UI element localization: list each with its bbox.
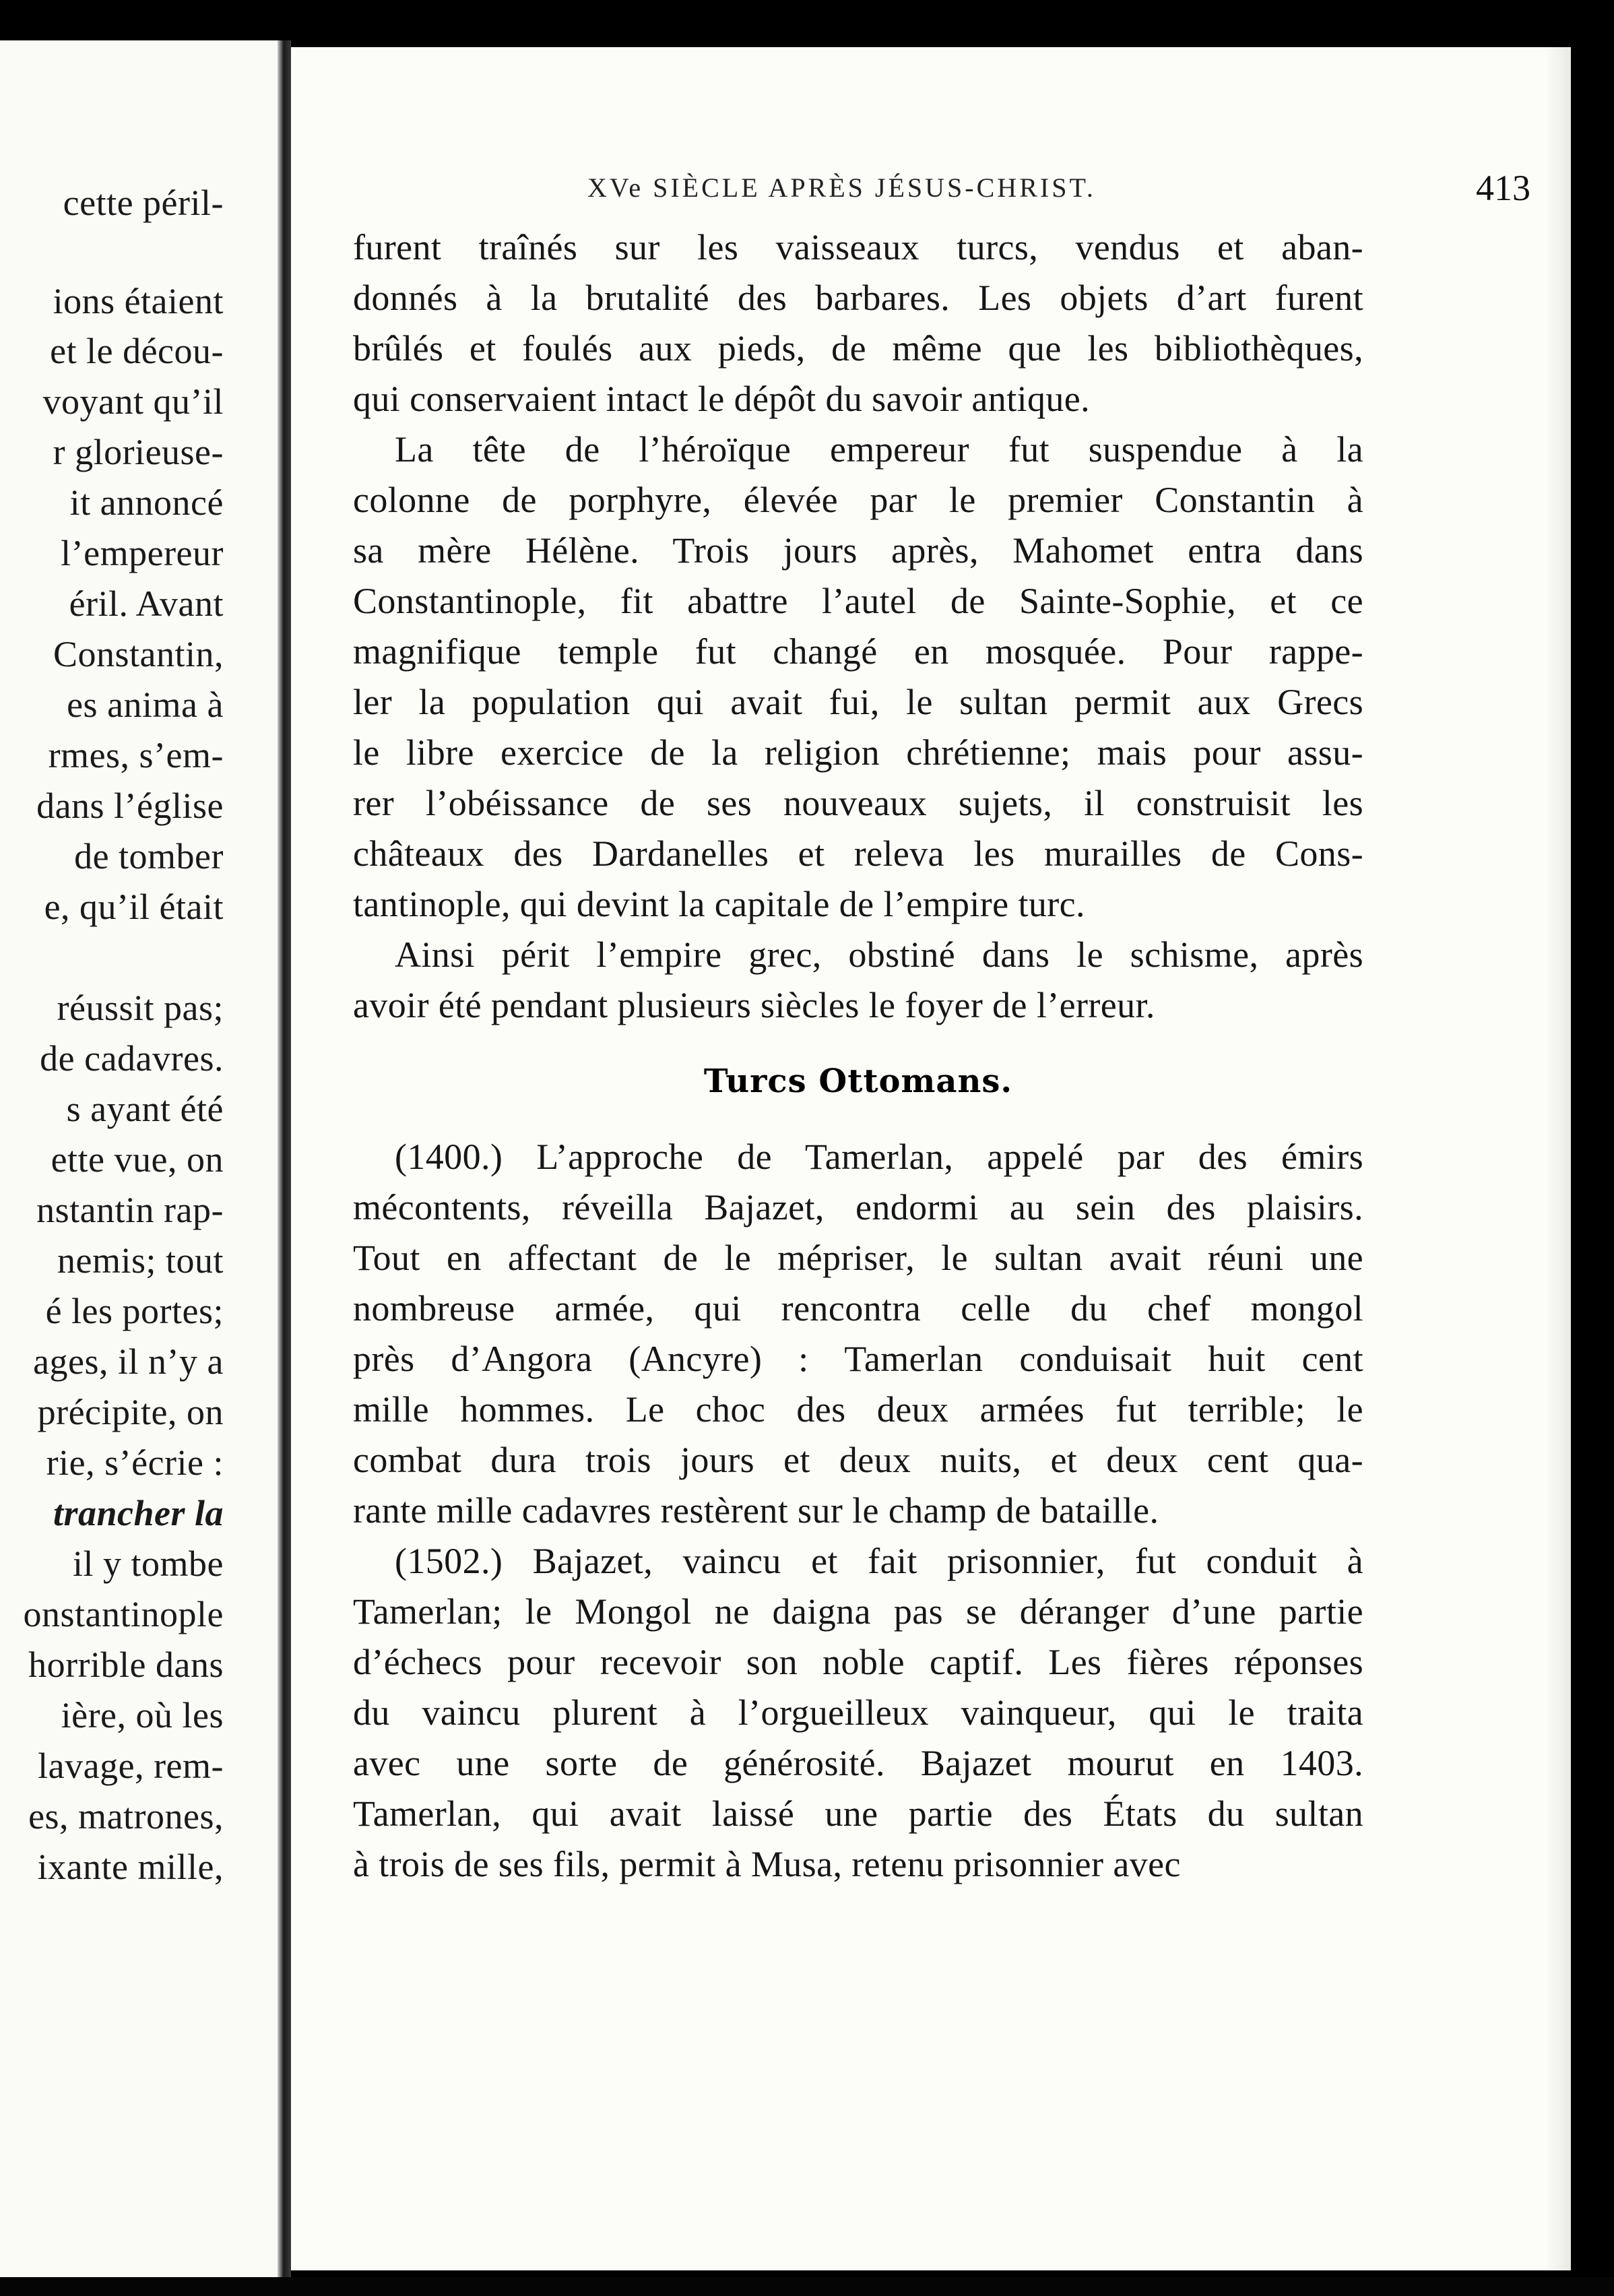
body-text (353, 222, 1363, 1890)
text-line: rer l’obéissance de ses nouveaux sujets, il construisit les (353, 783, 1363, 823)
left-page-line: Constantin, (53, 634, 224, 674)
left-page-line: de tomber (74, 836, 224, 876)
text-line: près d’Angora (Ancyre) : Tamerlan conduisait huit cent (353, 1339, 1363, 1379)
text-line: avoir été pendant plusieurs siècles le foyer de l’erreur. (353, 985, 1155, 1025)
left-page-line: il y tombe (73, 1543, 224, 1584)
left-page-line: onstantinople (23, 1594, 224, 1634)
text-line: furent traînés sur les vaisseaux turcs, vendus et aban- (353, 227, 1363, 267)
left-page-line: r glorieuse- (53, 432, 224, 472)
left-page-line: précipite, on (37, 1392, 224, 1432)
paragraph-4 (353, 1132, 1363, 1536)
left-page-line: lavage, rem- (38, 1746, 224, 1786)
left-page-line: ions étaient (53, 281, 224, 321)
paragraph-5 (353, 1536, 1363, 1890)
text-line: qui conservaient intact le dépôt du savoir antique. (353, 379, 1091, 419)
left-page-line: ages, il n’y a (33, 1341, 224, 1382)
text-line: le libre exercice de la religion chrétienne; mais pour assu- (353, 732, 1363, 773)
text-line: Tamerlan, qui avait laissé une partie des États du sultan (353, 1793, 1363, 1834)
text-line: nombreuse armée, qui rencontra celle du chef mongol (353, 1288, 1363, 1329)
left-page-line: es, matrones, (28, 1796, 224, 1837)
text-line: (1502.) Bajazet, vaincu et fait prisonnier, fut conduit à (395, 1541, 1363, 1581)
text-line: avec une sorte de générosité. Bajazet mourut en 1403. (353, 1743, 1363, 1783)
text-line: d’échecs pour recevoir son noble captif. Les fières réponses (353, 1642, 1363, 1682)
text-line: Tamerlan; le Mongol ne daigna pas se déranger d’une partie (353, 1591, 1363, 1632)
text-line: du vaincu plurent à l’orgueilleux vainqueur, qui le traita (353, 1692, 1363, 1733)
text-line: mille hommes. Le choc des deux armées fut terrible; le (353, 1389, 1363, 1430)
text-line: combat dura trois jours et deux nuits, et deux cent qua- (353, 1440, 1363, 1480)
text-line: (1400.) L’approche de Tamerlan, appelé par des émirs (395, 1137, 1363, 1177)
text-line: ler la population qui avait fui, le sultan permit aux Grecs (353, 682, 1363, 722)
left-page-line: ixante mille, (37, 1847, 224, 1887)
left-page-line: s ayant été (66, 1089, 224, 1129)
page-number: 413 (1476, 168, 1530, 208)
text-line: colonne de porphyre, élevée par le premier Constantin à (353, 480, 1363, 520)
left-page-line: es anima à (67, 684, 224, 725)
text-line: magnifique temple fut changé en mosquée. Pour rappe- (353, 631, 1363, 672)
right-page (291, 47, 1571, 2270)
left-page-line: voyant qu’il (42, 381, 224, 422)
paragraph-2 (353, 424, 1363, 930)
left-page-line: ière, où les (61, 1695, 224, 1735)
text-line: Constantinople, fit abattre l’autel de Sainte-Sophie, et ce (353, 581, 1363, 621)
text-line: donnés à la brutalité des barbares. Les objets d’art furent (353, 278, 1363, 318)
left-page (0, 40, 278, 2277)
left-page-line: de cadavres. (40, 1038, 224, 1079)
scan-bottom-edge (0, 2277, 1614, 2296)
left-page-line: éril. Avant (69, 583, 224, 624)
text-line: mécontents, réveilla Bajazet, endormi au sein des plaisirs. (353, 1187, 1363, 1227)
left-page-line: nstantin rap- (36, 1190, 224, 1230)
paragraph-3 (353, 930, 1363, 1031)
left-page-line: dans l’église (36, 786, 224, 826)
left-page-line: cette péril- (63, 183, 224, 223)
text-line: tantinople, qui devint la capitale de l’empire turc. (353, 884, 1085, 924)
paragraph-1 (353, 222, 1363, 424)
text-line: à trois de ses fils, permit à Musa, retenu prisonnier avec (353, 1844, 1181, 1884)
left-page-line: rie, s’écrie : (46, 1442, 224, 1483)
text-line: Tout en affectant de le mépriser, le sultan avait réuni une (353, 1238, 1363, 1278)
left-page-line: é les portes; (45, 1291, 224, 1331)
running-head: XVe SIÈCLE APRÈS JÉSUS-CHRIST. (587, 172, 1096, 203)
left-page-line: it annoncé (69, 482, 224, 523)
text-line: rante mille cadavres restèrent sur le champ de bataille. (353, 1490, 1159, 1531)
text-line: Ainsi périt l’empire grec, obstiné dans le schisme, après (395, 934, 1363, 975)
left-page-line: e, qu’il était (44, 887, 224, 927)
text-line: La tête de l’héroïque empereur fut suspendue à la (395, 429, 1363, 470)
left-page-line: rmes, s’em- (48, 735, 224, 775)
book-gutter (278, 40, 291, 2277)
left-page-line: réussit pas; (57, 988, 224, 1028)
left-page-line: ette vue, on (51, 1139, 224, 1180)
section-heading: Turcs Ottomans. (703, 1062, 1013, 1100)
left-page-line: et le décou- (50, 331, 224, 371)
left-page-line: trancher la (53, 1493, 224, 1533)
text-line: châteaux des Dardanelles et releva les murailles de Cons- (353, 833, 1363, 874)
left-page-line: l’empereur (61, 533, 224, 573)
text-line: sa mère Hélène. Trois jours après, Mahomet entra dans (353, 530, 1363, 571)
left-page-line: nemis; tout (57, 1240, 224, 1281)
left-page-line: horrible dans (28, 1645, 224, 1685)
text-line: brûlés et foulés aux pieds, de même que les bibliothèques, (353, 328, 1363, 369)
